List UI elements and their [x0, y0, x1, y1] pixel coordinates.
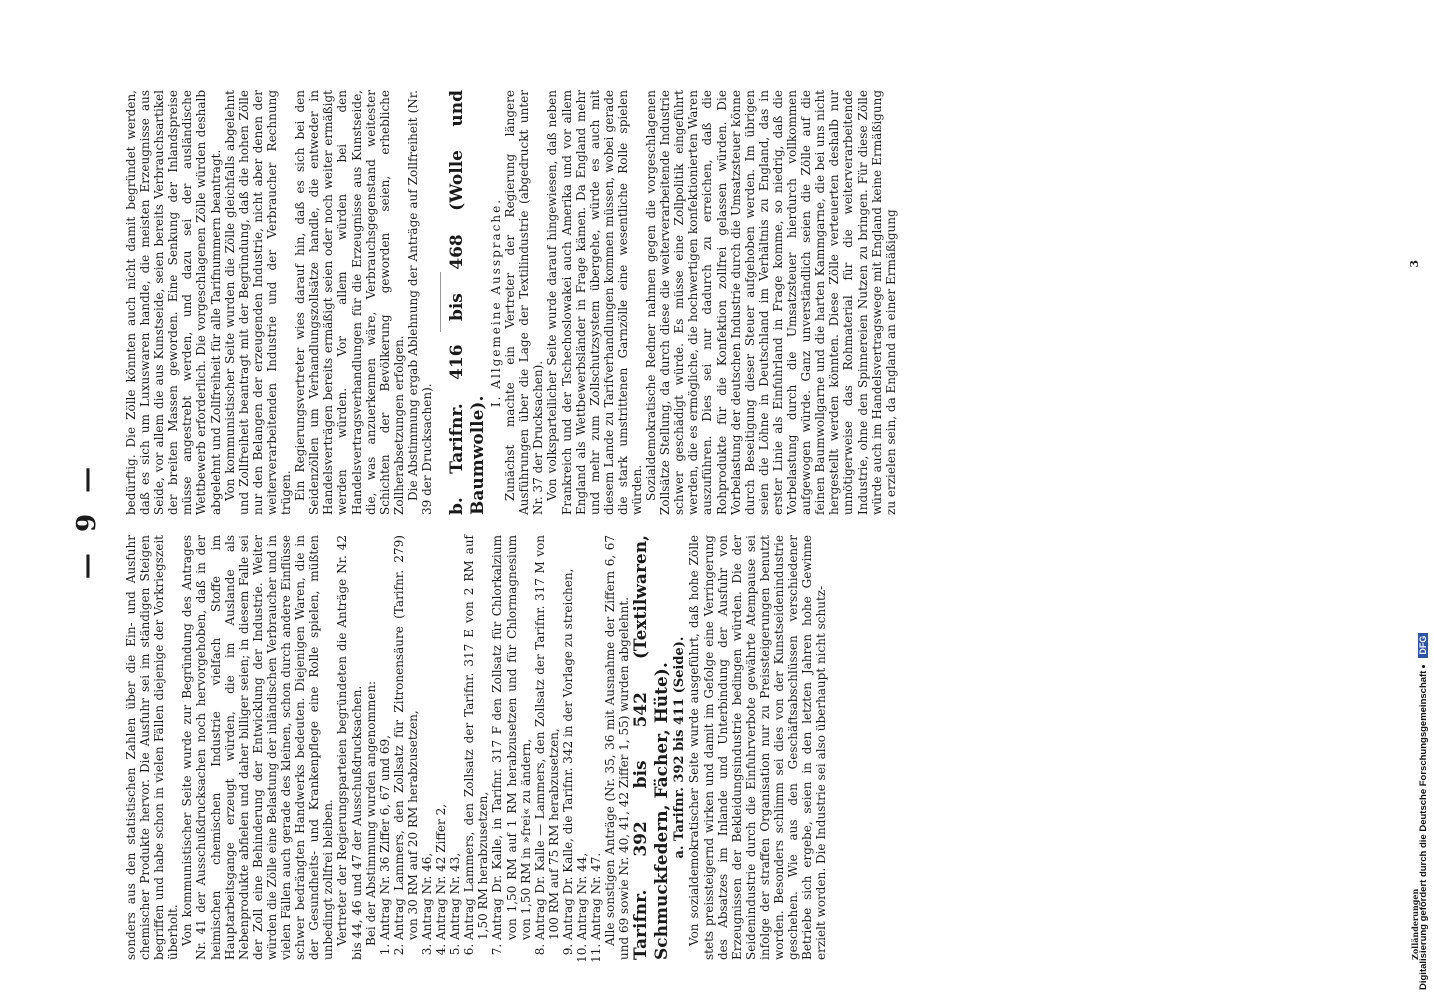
paragraph: Von kommunistischer Seite wurde zur Begründung des Antrages Nr. 41 der Ausschußdrucksachen noch hervorgehoben, daß in der heimischen chemischen Industrie vielfach Stoffe im Hauptarbeitsgange erzeugt würden, die im Auslande als Nebenprodukte abfielen und daher billiger seien; in diesem Falle sei der Zoll eine Behinderung der Entwicklung der Industrie. Weiter würden die Zölle eine Belastung der inländischen Verbraucher und in vielen Fällen auch gerade des kleinen, schon durch andere Einflüsse schwer bedrängten Handwerks bedeuten. Diejenigen Waren, die in der Gesundheits- und Krankenpflege eine Rolle spielen, müßten unbedingt zollfrei bleiben. [180, 535, 336, 960]
list-item: 10. Antrag Nr. 44, [575, 535, 589, 940]
list-item: 5. Antrag Nr. 43, [448, 535, 462, 940]
page-header [72, 80, 102, 960]
list-item: 8. Antrag Dr. Kalle — Lammers, den Zollsatz der Tarifnr. 317 M von 100 RM auf 75 RM herabzusetzen, [533, 535, 561, 940]
separator-dot [1422, 665, 1425, 668]
paragraph: Von sozialdemokratischer Seite wurde ausgeführt, daß hohe Zölle stets preissteigernd wirken und damit im Gefolge eine Verringerung des Absatzes im Inlande und Unterbindung der Ausfuhr von Erzeugnissen der Bekleidungsindustrie bedingen würden. Die der Seidenindustrie durch die Einfuhrverbote gewährte Atempause sei infolge der straffen Organisation nur zu Preissteigerungen benutzt worden. Besonders schlimm sei dies von der Kunstseidenindustrie geschehen. Wie aus den Geschäftsabschlüssen verschiedener Betriebe sich ergebe, seien in den letzten Jahren hohe Gewinne erzielt worden. Die Industrie sei also überhaupt nicht schutz- [687, 535, 829, 960]
paragraph: Sozialdemokratische Redner nahmen gegen die vorgeschlagenen Zollsätze Stellung, da durch diese die weiterverarbeitende Industrie schwer geschädigt würde. Es müsse eine Zollpolitik eingeführt werden, die es ermögliche, die hochwertigen konfektionierten Waren auszuführen. Dies sei nur dadurch zu erreichen, daß die Rohprodukte für die Konfektion zollfrei gelassen würden. Die Vorbelastung der deutschen Industrie durch die Umsatzsteuer könne durch Beseitigung dieser Steuer aufgehoben werden. Im übrigen seien die Löhne in Deutschland im Verhältnis zu England, das in erster Linie als Einfuhrland in Frage komme, so niedrig, daß die Vorbelastung durch die Umsatzsteuer hierdurch vollkommen aufgewogen würde. Ganz unverständlich seien die Zölle auf die feinen Baumwollgarne und die harten Kammgarne, die bei uns nicht hergestellt werden könnten. Diese Zölle verteuerten deshalb nur unnötigerweise das Rohmaterial für die weiterverarbeitende Industrie, ohne den Spinnereien Nutzen zu bringen. Für diese Zölle würde auch im Handelsvertragswege mit England keine Ermäßigung zu erzielen sein, da England an einer Ermäßigung [644, 90, 898, 515]
list-item: 4. Antrag Nr. 42 Ziffer 2, [434, 535, 448, 940]
credit-text: Digitalisierung gefördert durch die Deutsche Forschungsgemeinschaft [1418, 670, 1429, 990]
dfg-logo: DFG [1418, 633, 1428, 658]
paragraph: Alle sonstigen Anträge (Nr. 35, 36 mit Ausnahme der Ziffern 6, 67 und 69 sowie Nr. 40, 41, 42 Ziffer 1, 55) wurden abgelehnt. [603, 535, 632, 960]
paragraph: Ein Regierungsvertreter wies darauf hin, daß es sich bei den Seidenzöllen um Verhandlungszollsätze handle, die entweder in Handelsverträgen bereits ermäßigt seien oder noch weiter ermäßigt werden würden. Vor allem würden bei den Handelsvertragsverhandlungen für die Erzeugnisse aus Kunstseide, die, was anzuerkennen wäre, Verbrauchsgegenstand weitester Schichten der Bevölkerung geworden seien, erhebliche Zollherabsetzungen erfolgen. [293, 90, 406, 515]
digitization-credit [1418, 633, 1429, 990]
paragraph: Bei der Abstimmung wurden angenommen: [363, 680, 378, 946]
rotated-document-sheet [72, 80, 1421, 960]
list-item: 6. Antrag Lammers, den Zollsatz der Tarifnr. 317 E von 2 RM auf 1,50 RM herabzusetzen, [462, 535, 490, 940]
page-number: — 9 — [72, 460, 102, 580]
accepted-motions-list [378, 535, 604, 960]
divider [440, 273, 441, 333]
list-item: 3. Antrag Nr. 46, [420, 535, 434, 940]
subsection-title: a. Tarifnr. 392 bis 411 (Seide). [672, 636, 688, 859]
right-column [124, 90, 898, 515]
list-item: 1. Antrag Nr. 36 Ziffer 6, 67 und 69, [378, 535, 392, 940]
signature-mark: Zolländerungen [1409, 888, 1420, 960]
section-title: Tarifnr. 392 bis 542 (Textilwaren, Schmuckfedern, Fächer, Hüte). [631, 535, 673, 960]
paragraph: bedürftig. Die Zölle könnten auch nicht damit begründet werden, daß es sich um Luxuswaren handle, die meisten Erzeugnisse aus Seide, vor allem die aus Kunstseide, seien bereits Verbrauchsartikel der breiten Massen geworden. Eine Senkung der Inlandspreise müsse angestrebt werden, und dazu sei der ausländische Wettbewerb erforderlich. Die vorgeschlagenen Zölle würden deshalb abgelehnt und Zollfreiheit für alle Tarifnummern beantragt. [124, 90, 223, 515]
paragraph: Vertreter der Regierungsparteien begründeten die Anträge Nr. 42 bis 44, 46 und 47 der Ausschußdrucksachen. [335, 535, 364, 960]
paragraph: Die Abstimmung ergab Ablehnung der Anträge auf Zollfreiheit (Nr. 39 der Drucksachen). [405, 90, 434, 515]
sheet-number: 3 [1407, 260, 1421, 268]
paragraph: Von volksparteilicher Seite wurde darauf hingewiesen, daß neben Frankreich und der Tschechoslowakei auch Amerika und vor allem England als Wettbewerbsländer in Frage kämen. Da England mehr und mehr zum Zollschutzsystem übergehe, würde es auch mit diesem Lande zu Tarifverhandlungen kommen müssen, wobei gerade die stark umstrittenen Garnzölle eine wesentliche Rolle spielen würden. [545, 90, 644, 515]
list-item: 9. Antrag Dr. Kalle, die Tarifnr. 342 in der Vorlage zu streichen, [561, 535, 575, 940]
paragraph: sonders aus den statistischen Zahlen über die Ein- und Ausfuhr chemischer Produkte hervor. Die Ausfuhr sei im ständigen Steigen begriffen und habe schon in vielen Fällen diejenige der Vorkriegszeit überholt. [124, 535, 181, 960]
paragraph: Zunächst machte ein Vertreter der Regierung längere Ausführungen über die Lage der Textilindustrie (abgedruckt unter Nr. 37 der Drucksachen). [503, 90, 546, 515]
list-item: 7. Antrag Dr. Kalle, in Tarifnr. 317 F den Zollsatz für Chlorkalzium von 1,50 RM auf 1 RM herabzusetzen und für Chlormagnesium von 1,50 RM in »frei« zu ändern, [490, 535, 532, 940]
list-item: 2. Antrag Lammers, den Zollsatz für Zitronensäure (Tarifnr. 279) von 30 RM auf 20 RM herabzusetzen, [392, 535, 420, 940]
paragraph: Von kommunistischer Seite wurden die Zölle gleichfalls abgelehnt und Zollfreiheit beantragt mit der Begründung, daß die hohen Zölle nur den Belangen der erzeugenden Industrie, nicht aber denen der weiterverarbeitenden Industrie und der Verbraucher Rechnung trügen. [222, 90, 294, 515]
sub-heading: I. Allgemeine Aussprache. [489, 197, 504, 408]
list-item: 11. Antrag Nr. 47. [589, 535, 603, 940]
subsection-title: b. Tarifnr. 416 bis 468 (Wolle und Baumwolle). [447, 90, 489, 515]
left-column [124, 535, 828, 960]
